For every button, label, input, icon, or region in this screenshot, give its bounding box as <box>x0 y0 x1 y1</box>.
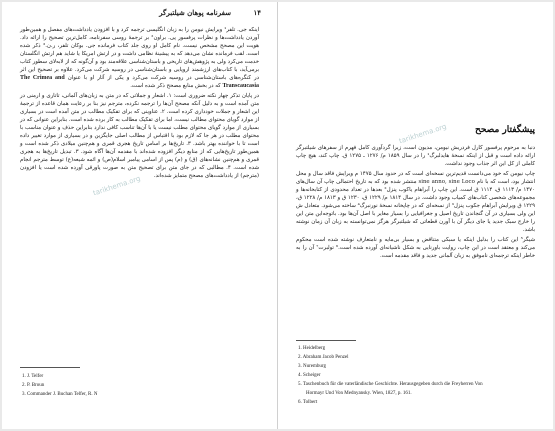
latin-book-title: The Crimea and Transcaucasia <box>20 75 259 89</box>
right-footnotes <box>298 344 483 407</box>
paragraph: شیگر⁵ این کتاب را بدلیل اینکه یا سبکی متناقض و بسیار بی‌مایه و نامتعارف نوشته شده است محکوم می‌کند و معتقد است در این چاپ، روایت باورنایی به شکل ناشیانه‌ای آورده شده است.⁶ تولبرت⁷ آن را به خاطر اینکه ترجمه‌ای ناموفق به زبان آلمانی جدید و فاقد مقدمه است. <box>296 237 535 259</box>
book-spread <box>2 2 553 429</box>
paragraph <box>20 26 259 90</box>
running-title: سفرنامه پوهان شیلتبرگر <box>159 8 231 17</box>
footnote: 1. Heidelberg <box>298 346 326 351</box>
watermark: tarikhema.org <box>91 174 142 198</box>
footnote: 6. Tolbert <box>298 400 318 405</box>
footnote: 2. Abraham Jacob Penzel <box>298 355 349 360</box>
footnote: 2. P. Broun <box>22 383 45 388</box>
footnote: Hormayr Und Von Mednyansky. Wien, 1827, p. 161. <box>306 391 412 396</box>
paragraph: چاپ نیومن که خود می‌دانست قدیم‌ترین نسخه‌ای است که در حدود سال ۱۴۷۵ م ویرایش فاقد سال و محل انتشار بود، است که با نام sine anno, sine Loco منتشر شده بود که به تاریخ احتمالی چاپ آن سال‌های ۱۴۷۰ م/ ۱۱۱۳ ق، ۱۱۱۴ ق است. این چاپ را آبراهام یاکوب پنزل² بعدها در تعداد محدودی از کتابخانه‌ها و مجموعه‌های شخصی کتاب‌های کمیاب وجود داشت. در سال ۱۸۱۴ م/ ۱۲۲۹ ق، ۱۲۳۰ ق و ۱۸۱۳ م/ ۱۲۲۸ ق، ۱۲۲۹ ق ویرایش آبراهام جکوب پنزل³ از نسخه‌ای که در چاپخانه نسخهٔ نورنبرگ⁴ ساخته می‌شود. متعادل ش این ولی بسیاری در آن گنجاندن تاریخ اصیل و جغرافیایی را بسیار مغایر با اصل آن‌ها بود. باتوجه‌این متن این را خارج سبک جدید یا جای دیگر آن با آورن قطعاتی که شیلتبرگر هرگز نمی‌توانسته به زبان آن زمان نوشته باشد. <box>296 171 535 233</box>
footnote: 1. J. Telfer <box>22 374 44 379</box>
page-number: ۱۴ <box>253 8 261 17</box>
footnote: 4. Scheiger <box>298 373 321 378</box>
footnote: 5. Taschenbuch für die vaterländische Geschichte. Herausgegeben durch die Freyherren Von <box>298 382 483 387</box>
right-page-body <box>296 144 535 262</box>
paragraph: دنبا به مرحوم پرفسور کارل فردریش نیومن، مدیون است، زیرا گردآوری کامل فهرم از سفرهای شیلتبرگر ارائه داده است و قبل از اینکه نسخهٔ هایدلبرگ¹ را در سال ۱۸۵۹ م/ ۱۲۷۶ ـ ۱۲۷۵ ق. چاپ کند، هیچ چاپ کاملی از کل این اثر جذاب وجود نداشت. <box>296 145 535 167</box>
footnote: 3. Nuremburg <box>298 364 326 369</box>
paragraph-text: اینکه جی. تلفر¹ ویرایش نیومن را به زبان انگلیسی ترجمه کرد و با افزودن یادداشت‌های مفصل و همین‌طور آوردن یادداشت‌ها و نظرات پرفسور پی. براون² بر ترجمهٔ روسی سفرنامه، کامل‌ترین تصحیح را ارائه داد. هویت این مصحح مشخص نیست. نام کامل او روی جلد کتاب فرمانده جی. بوکان تلفر، ر.ن.³ ذکر شده است. لقب فرمانده نشان می‌دهد که به پیشینهٔ نظامی داشت و در ارتش امریکا یا شاید هم ارتش انگلستان خدمت می‌کرد ولی به پژوهش‌های تاریخی و باستان‌شناسی علاقه‌مند بود و آن‌گونه که از لابه‌لای سطور کتاب برمی‌آید، با کتاب‌های ارزشمند اروپایی و باستان‌شناسی در روسیه شرکت می‌کرد. علاوه بر تصحیح این اثر در کنگره‌های باستان‌شناسی در روسیه شرکت می‌کرد و یکی از آثار او با عنوان <box>20 27 259 81</box>
left-page <box>2 2 277 429</box>
paragraph: در پایان تذکر چهار نکته ضروری است: ۱. اشعار و جملاتی که در متن به زبان‌های آلمانی، تاتاری و ارمنی در متن آمده است و به دلیل آنکه مصحح آن‌ها را ترجمه نکرده، مترجم نیز بنا بر رعایت همان قاعده از ترجمهٔ این اشعار و جملات خودداری کرده است. ۲. عناوینی که برای تفکیک مطالب در متن آمده است در بسیاری از موارد گویای محتوای مطالب نیست، اما برای تفکیک مطالب به کار برده شده است. بنابراین عنوانی که در بسیاری از موارد گویای محتوای مطلب نیست یا با آن‌ها تناسب کافی ندارد بنابراین حذف و عنوان مناسب با محتوای مطلب در هر جا که لازم بود با اقتباس از مطالب اصلی جایگزین و در بسیاری از موارد تغییر داده است تا با خواننده بهتر باشد. ۳. تاریخ‌ها بر اساس تاریخ هجری قمری و هم‌چنین میلادی ذکر شده است و همین‌طور تاریخ‌هایی که از منابع دیگر افزوده شده‌اند با مقدمه آن‌ها آگاه شود. ۳. تبدیل تاریخ‌ها به هجری قمری و هم‌چنین نشانه‌های (ق) و (م) پس از اسامی پیامبر اسلام(ص) و ائمه شیعه(ع) توسط مترجم انجام شده است. ۴. مطالبی که در جای متن برای تصحیح متن به صورت پاورقی آورده شده است یا افزودن (مترجم) از یادداشت‌های مصحح متمایز شده‌اند. <box>20 93 259 179</box>
paragraph-text: که در بخش منابع مصحح ذکر شده است. <box>130 83 221 89</box>
watermark: tarikhema.org <box>397 122 448 146</box>
footnote-rule <box>20 367 80 368</box>
right-page <box>278 2 553 429</box>
left-page-body <box>20 26 259 182</box>
footnote: 3. Commander J. Buchan Telfer, R. N <box>22 392 98 397</box>
left-page-header <box>18 8 261 20</box>
left-footnotes <box>22 372 97 399</box>
chapter-title: پیشگفتار مصحح <box>475 125 535 135</box>
footnote-rule <box>296 340 356 341</box>
